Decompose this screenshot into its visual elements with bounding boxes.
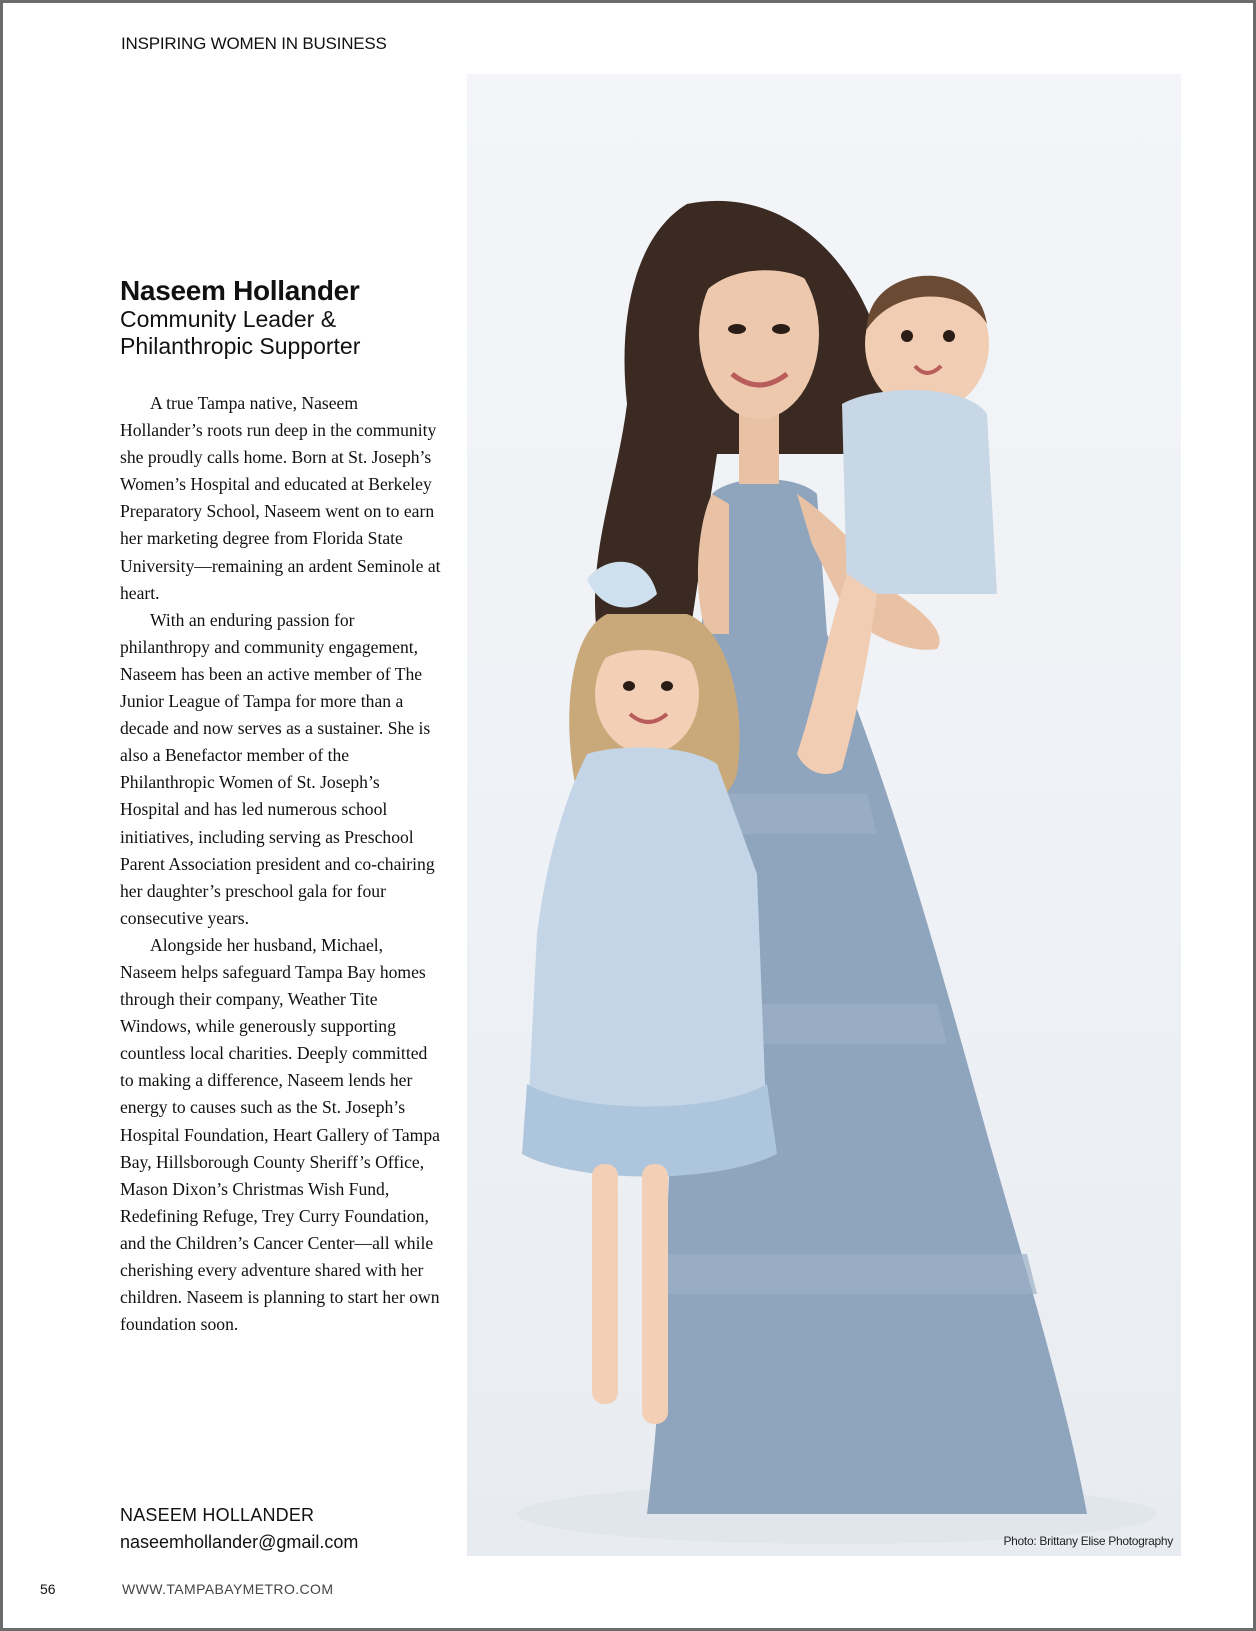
section-label: INSPIRING WOMEN IN BUSINESS: [121, 34, 387, 53]
portrait-photo: [467, 74, 1181, 1556]
girl-dress: [527, 747, 767, 1156]
mother-neck: [739, 414, 779, 484]
contact-email[interactable]: naseemhollander@gmail.com: [120, 1532, 359, 1552]
girl-leg: [592, 1164, 618, 1404]
article-paragraph: A true Tampa native, Naseem Hollander’s roots run deep in the community she proudly calls home. Born at St. Joseph’s Women’s Hospital and educated at Berkeley Preparatory School, Naseem went on to earn her marketing degree from Florida State University—remaining an ardent Seminole at heart.: [120, 393, 441, 603]
photo-credit: Photo: Brittany Elise Photography: [1003, 1534, 1173, 1548]
profile-title-line-1: Community Leader &: [120, 306, 337, 332]
page-number: 56: [40, 1581, 56, 1597]
article-paragraph: With an enduring passion for philanthropy and community engagement, Naseem has been an active member of The Junior League of Tampa for more than a decade and now serves as a sustainer. She is also a Benefactor member of the Philanthropic Women of St. Joseph’s Hospital and has led numerous school initiatives, including serving as Preschool Parent Association president and co-chairing her daughter’s preschool gala for four consecutive years.: [120, 609, 435, 928]
girl-eye: [623, 681, 635, 691]
article-paragraph: Alongside her husband, Michael, Naseem helps safeguard Tampa Bay homes through their company, Weather Tite Windows, while generously supporting countless local charities. Deeply committed to making a difference, Naseem lends her energy to causes such as the St. Joseph’s Hospital Foundation, Heart Gallery of Tampa Bay, Hillsborough County Sheriff’s Office, Mason Dixon’s Christmas Wish Fund, Redefining Refuge, Trey Curry Foundation, and the Children’s Cancer Center—all while cherishing every adventure shared with her children. Naseem is planning to start her own foundation soon.: [120, 934, 440, 1335]
profile-name: Naseem Hollander: [120, 275, 360, 306]
contact-name: NASEEM HOLLANDER: [120, 1505, 315, 1525]
article-body: [120, 390, 442, 1338]
portrait-illustration: [467, 74, 1181, 1556]
profile-title-line-2: Philanthropic Supporter: [120, 333, 361, 359]
girl-leg: [642, 1164, 668, 1424]
baby-eye: [943, 330, 955, 342]
baby-romper: [842, 390, 997, 594]
mother-eye: [772, 324, 790, 334]
mother-eye: [728, 324, 746, 334]
girl-eye: [661, 681, 673, 691]
profile-title: [120, 306, 440, 360]
dress-ruffle: [662, 1254, 1037, 1294]
site-url[interactable]: WWW.TAMPABAYMETRO.COM: [122, 1581, 334, 1597]
baby-eye: [901, 330, 913, 342]
